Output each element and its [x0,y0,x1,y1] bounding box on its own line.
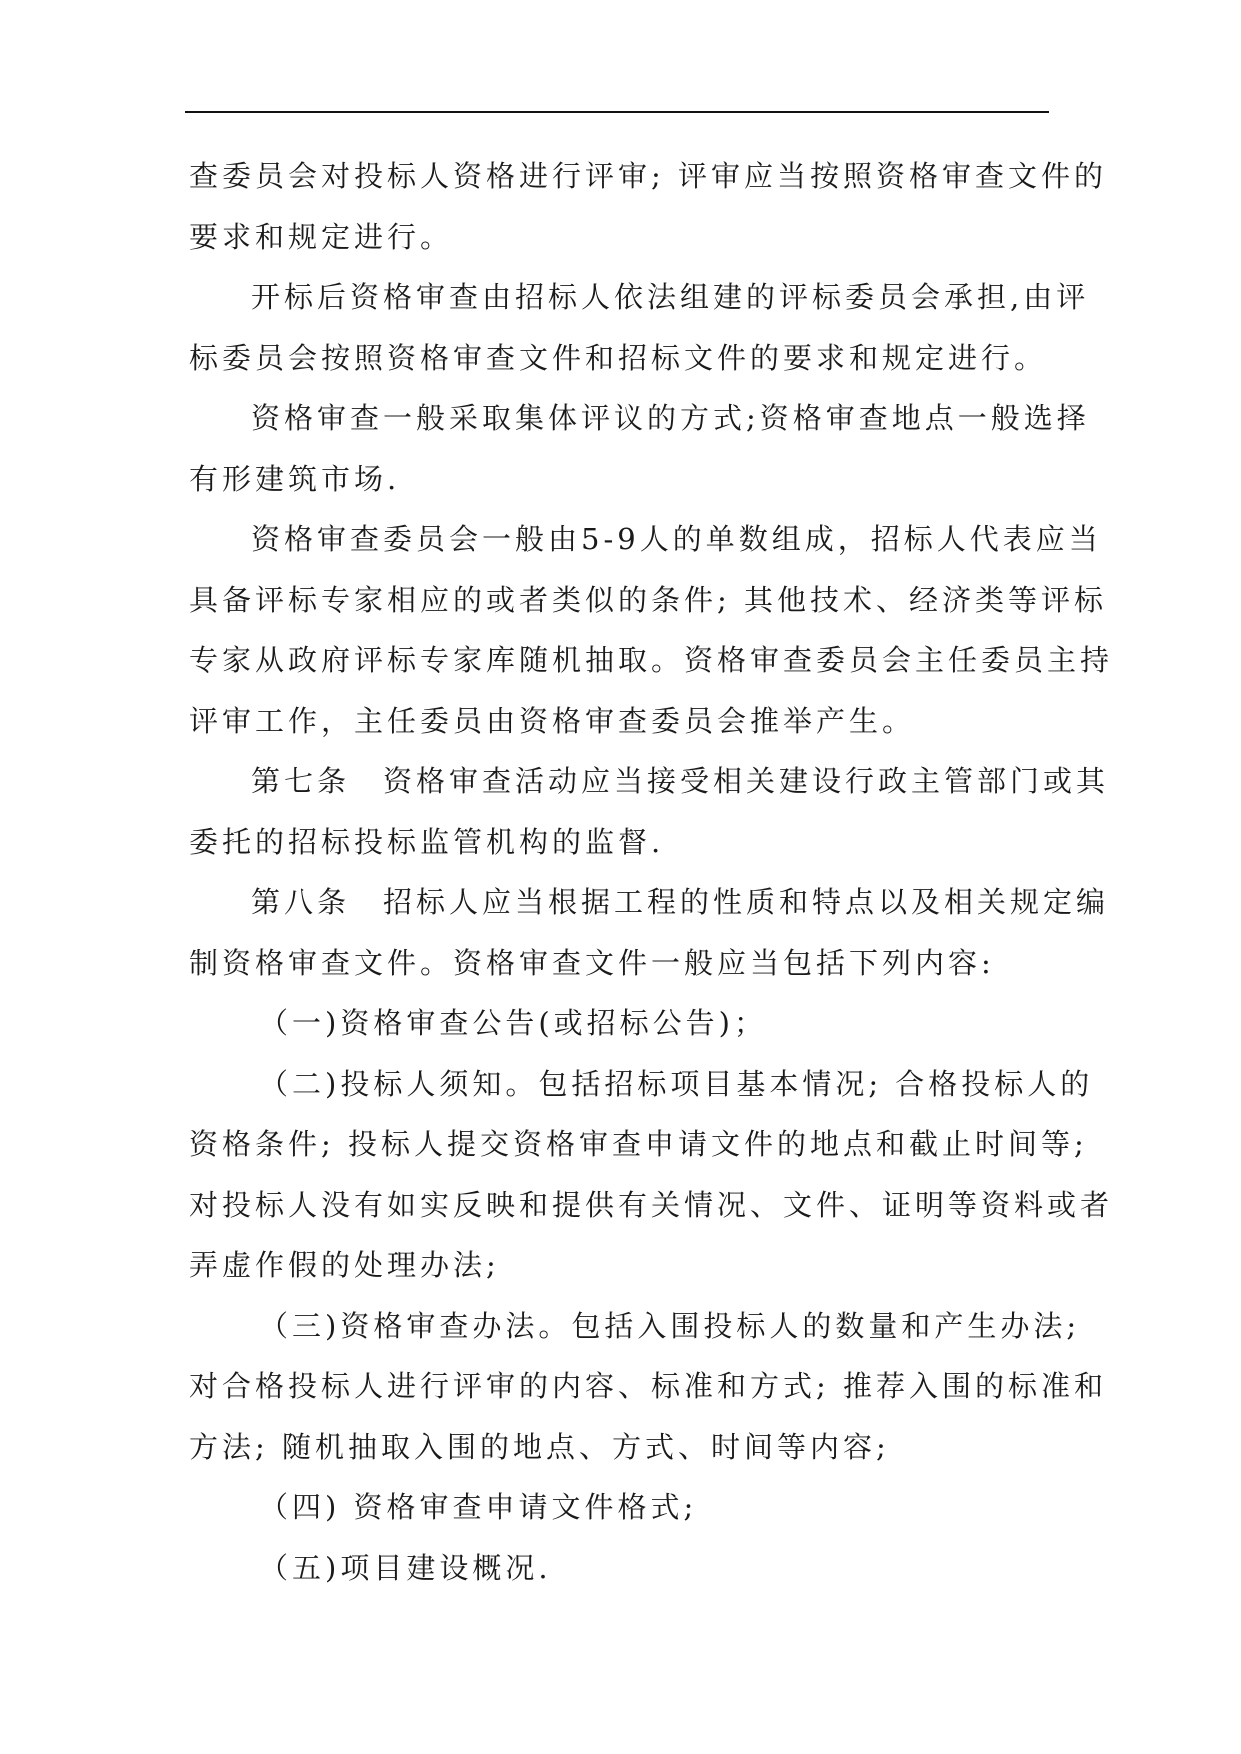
text-line: 有形建筑市场. [189,461,401,496]
text-line: 对投标人没有如实反映和提供有关情况、文件、证明等资料或者 [189,1187,1114,1222]
text-line: 制资格审查文件。资格审查文件一般应当包括下列内容: [189,945,995,980]
list-item-3: （三)资格审查办法。包括入围投标人的数量和产生办法; [259,1308,1081,1343]
text-line: 查委员会对投标人资格进行评审; 评审应当按照资格审查文件的 [189,159,1107,193]
text-line: 具备评标专家相应的或者类似的条件; 其他技术、经济类等评标 [189,582,1107,617]
text-line: 专家从政府评标专家库随机抽取。资格审查委员会主任委员主持 [189,643,1114,677]
text-line: 资格审查一般采取集体评议的方式;资格审查地点一般选择 [251,401,1090,435]
text-line: 开标后资格审查由招标人依法组建的评标委员会承担,由评 [251,280,1090,314]
text-line: 评审工作，主任委员由资格审查委员会推举产生。 [189,703,916,738]
list-item-5: （五)项目建设概况. [259,1550,552,1585]
text-line: 标委员会按照资格审查文件和招标文件的要求和规定进行。 [189,340,1048,375]
text-line: 资格审查委员会一般由5-9人的单数组成，招标人代表应当 [251,522,1102,556]
text-line: 要求和规定进行。 [189,219,454,254]
text-line: 资格条件; 投标人提交资格审查申请文件的地点和截止时间等; [189,1127,1088,1161]
text-line: 方法; 随机抽取入围的地点、方式、时间等内容; [189,1429,890,1464]
article-8-line: 第八条 招标人应当根据工程的性质和特点以及相关规定编 [251,885,1110,919]
list-item-1: （一)资格审查公告(或招标公告)； [259,1006,767,1040]
header-rule [185,111,1049,113]
list-item-4: （四) 资格审查申请文件格式; [259,1490,698,1524]
text-line: 对合格投标人进行评审的内容、标准和方式; 推荐入围的标准和 [189,1369,1107,1403]
document-body [189,146,1114,1598]
text-line: 弄虚作假的处理办法; [189,1248,500,1282]
article-7-line: 第七条 资格审查活动应当接受相关建设行政主管部门或其 [251,764,1110,798]
list-item-2: （二)投标人须知。包括招标项目基本情况; 合格投标人的 [259,1066,1094,1101]
text-line: 委托的招标投标监管机构的监督. [189,824,665,859]
